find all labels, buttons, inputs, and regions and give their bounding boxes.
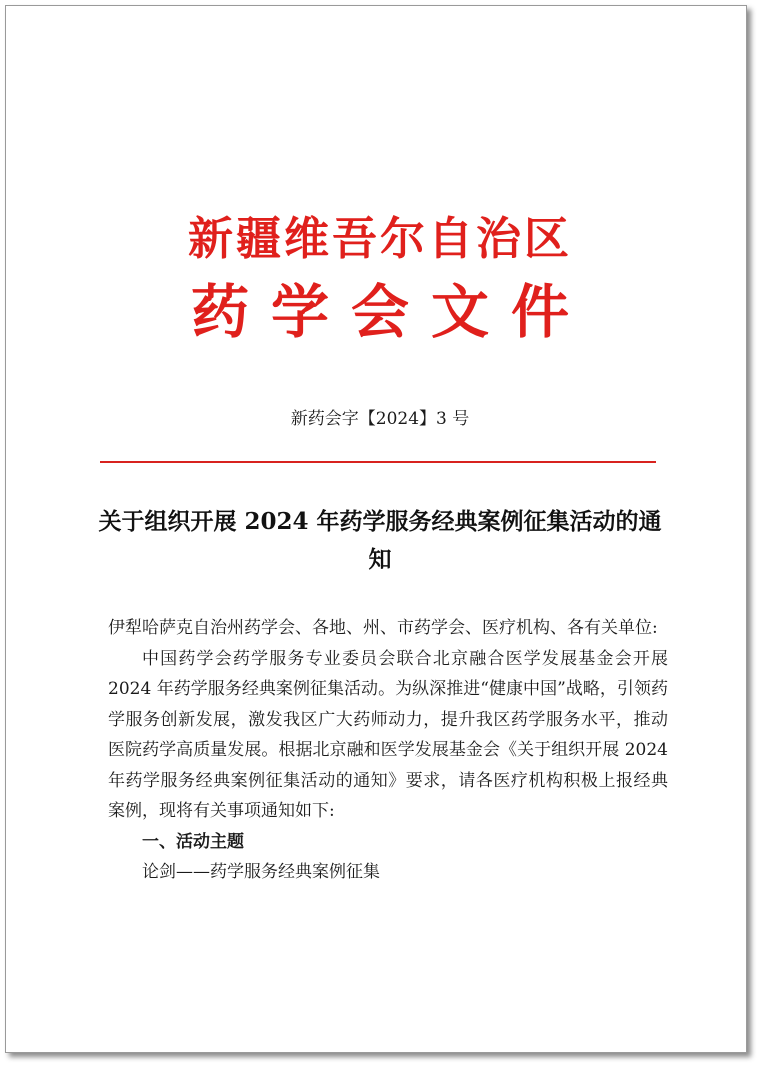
red-separator-rule [100, 461, 656, 463]
document-body [108, 613, 668, 888]
document-title: 关于组织开展 2024 年药学服务经典案例征集活动的通知 [98, 508, 662, 573]
document-number: 新药会字【2024】3 号 [290, 409, 470, 429]
body-paragraph: 中国药学会药学服务专业委员会联合北京融合医学发展基金会开展 2024 年药学服务经典案例征集活动。为纵深推进“健康中国”战略，引领药学服务创新发展，激发我区广大药师动力，提升我区药学服务水平，推动医院药学高质量发展。根据北京融和医学发展基金会《关于组织开展 2024 年药学服务经典案例征集活动的通知》要求，请各医疗机构积极上报经典案例，现将有关事项通知如下: [108, 648, 668, 821]
issuing-org-line2: 药学会文件 [190, 278, 591, 346]
section-heading: 一、活动主题 [142, 831, 244, 852]
section-text: 论剑——药学服务经典案例征集 [142, 862, 380, 882]
issuing-org-line1: 新疆维吾尔自治区 [187, 212, 572, 265]
addressee-line: 伊犁哈萨克自治州药学会、各地、州、市药学会、医疗机构、各有关单位: [108, 618, 658, 638]
